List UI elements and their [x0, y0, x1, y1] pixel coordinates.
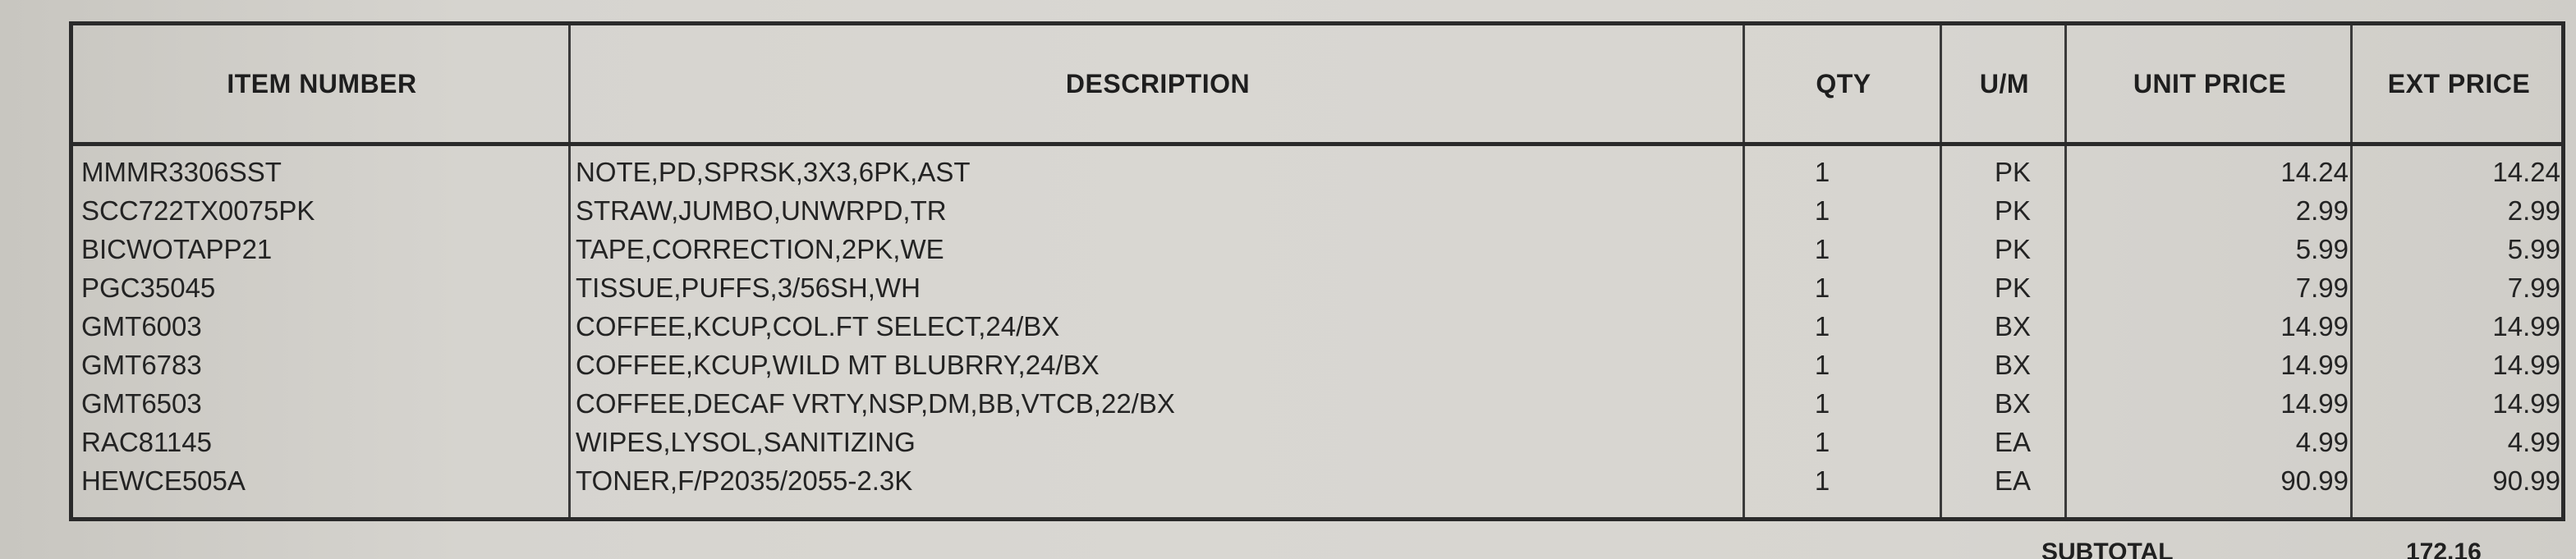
item-description: WIPES,LYSOL,SANITIZING — [576, 427, 916, 457]
item-um: PK — [1994, 157, 2032, 187]
item-description: COFFEE,KCUP,WILD MT BLUBRRY,24/BX — [576, 350, 1100, 380]
table-row — [73, 307, 2561, 346]
item-qty: 1 — [1814, 350, 1830, 380]
item-unit-price: 14.99 — [2280, 350, 2349, 380]
subtotal-label: SUBTOTAL — [2041, 538, 2174, 559]
item-ext-price: 4.99 — [2507, 427, 2560, 457]
item-description: TAPE,CORRECTION,2PK,WE — [576, 234, 944, 264]
item-um: PK — [1994, 273, 2032, 303]
item-qty: 1 — [1814, 234, 1830, 264]
item-ext-price: 14.24 — [2492, 157, 2560, 187]
header-um: U/M — [1979, 68, 2030, 99]
item-ext-price: 90.99 — [2492, 465, 2560, 496]
table-row — [73, 153, 2561, 191]
item-description: STRAW,JUMBO,UNWRPD,TR — [576, 195, 947, 226]
item-unit-price: 90.99 — [2280, 465, 2349, 496]
item-number: GMT6503 — [81, 388, 202, 419]
table-row — [73, 384, 2561, 423]
item-description: NOTE,PD,SPRSK,3X3,6PK,AST — [576, 157, 971, 187]
item-um: PK — [1994, 234, 2032, 264]
item-description: COFFEE,DECAF VRTY,NSP,DM,BB,VTCB,22/BX — [576, 388, 1175, 419]
table-row — [73, 268, 2561, 307]
item-qty: 1 — [1814, 388, 1830, 419]
item-ext-price: 7.99 — [2507, 273, 2560, 303]
item-unit-price: 14.24 — [2280, 157, 2349, 187]
item-qty: 1 — [1814, 465, 1830, 496]
item-number: HEWCE505A — [81, 465, 246, 496]
table-row — [73, 230, 2561, 268]
item-qty: 1 — [1814, 311, 1830, 341]
item-qty: 1 — [1814, 427, 1830, 457]
header-qty: QTY — [1816, 68, 1871, 99]
table-row — [73, 191, 2561, 230]
invoice-line-items-table — [69, 21, 2565, 521]
item-number: MMMR3306SST — [81, 157, 282, 187]
item-number: PGC35045 — [81, 273, 216, 303]
item-ext-price: 5.99 — [2507, 234, 2560, 264]
item-description: COFFEE,KCUP,COL.FT SELECT,24/BX — [576, 311, 1060, 341]
subtotal-value: 172.16 — [2406, 538, 2482, 559]
item-unit-price: 14.99 — [2280, 311, 2349, 341]
item-um: BX — [1994, 388, 2032, 419]
item-ext-price: 14.99 — [2492, 388, 2560, 419]
table-row — [73, 423, 2561, 461]
item-number: GMT6783 — [81, 350, 202, 380]
item-ext-price: 2.99 — [2507, 195, 2560, 226]
item-unit-price: 2.99 — [2295, 195, 2349, 226]
item-um: BX — [1994, 350, 2032, 380]
item-um: PK — [1994, 195, 2032, 226]
item-number: BICWOTAPP21 — [81, 234, 273, 264]
item-unit-price: 5.99 — [2295, 234, 2349, 264]
item-description: TONER,F/P2035/2055-2.3K — [576, 465, 913, 496]
item-number: RAC81145 — [81, 427, 212, 457]
table-row — [73, 461, 2561, 500]
item-unit-price: 14.99 — [2280, 388, 2349, 419]
item-qty: 1 — [1814, 273, 1830, 303]
item-ext-price: 14.99 — [2492, 311, 2560, 341]
item-number: SCC722TX0075PK — [81, 195, 315, 226]
item-qty: 1 — [1814, 195, 1830, 226]
item-ext-price: 14.99 — [2492, 350, 2560, 380]
header-item-number: ITEM NUMBER — [227, 68, 417, 99]
item-number: GMT6003 — [81, 311, 202, 341]
header-ext-price: EXT PRICE — [2387, 68, 2531, 99]
item-um: EA — [1994, 427, 2032, 457]
header-unit-price: UNIT PRICE — [2133, 68, 2287, 99]
header-description: DESCRIPTION — [1065, 68, 1251, 99]
table-row — [73, 346, 2561, 384]
item-unit-price: 7.99 — [2295, 273, 2349, 303]
header-divider — [73, 142, 2561, 146]
item-um: BX — [1994, 311, 2032, 341]
item-um: EA — [1994, 465, 2032, 496]
item-unit-price: 4.99 — [2295, 427, 2349, 457]
item-description: TISSUE,PUFFS,3/56SH,WH — [576, 273, 921, 303]
item-qty: 1 — [1814, 157, 1830, 187]
